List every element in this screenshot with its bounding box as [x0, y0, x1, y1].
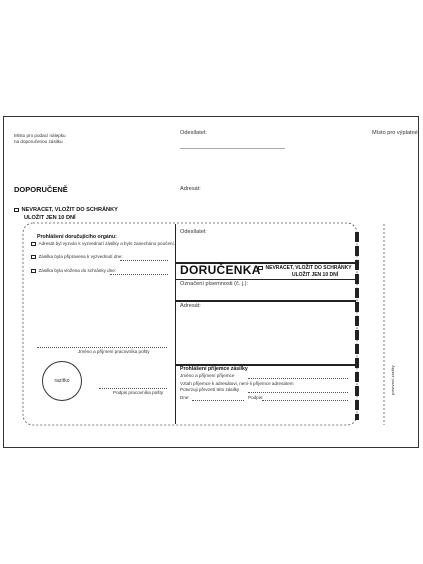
declaration-item-1 — [31, 241, 175, 247]
receipt-sender-label: Odesílatel: — [180, 229, 207, 235]
stamp-circle — [42, 361, 82, 401]
declaration-text-1: Adresát byl vyzván k vyzvednutí zásilky a bylo zanecháno poučení. — [38, 241, 176, 246]
stamp-label: razítko — [54, 378, 70, 384]
postal-signature-line — [99, 388, 167, 389]
relation-line — [248, 392, 348, 393]
declaration-checkbox-2[interactable] — [31, 255, 36, 260]
confirm-text: Potvrzuji převzetí této zásilky — [180, 387, 240, 392]
label-place-text: Místo pro podací nálepku na doporučenou zásilku — [14, 133, 66, 144]
receipt-no-return-text: NEVRACET, VLOŽIT DO SCHRÁNKY — [265, 265, 352, 271]
declaration-checkbox-3[interactable] — [31, 269, 36, 274]
declaration-text-2: Zásilka byla připravena k vyzvednutí dne: — [38, 254, 123, 259]
store-days-text: ULOŽIT JEN 10 DNÍ — [24, 215, 76, 221]
receipt-title: DORUČENKA — [180, 263, 261, 277]
declaration-checkbox-1[interactable] — [31, 242, 36, 247]
recipient-name-line — [248, 378, 348, 379]
receipt-store-days-text: ULOŽIT JEN 10 DNÍ — [292, 272, 339, 278]
postal-signature-caption: Podpis pracovníka pošty — [113, 390, 164, 395]
inserted-date-line — [110, 274, 168, 275]
pickup-text: Vztah příjemce k adresátovi, není-li příjemce adresátem — [180, 381, 294, 386]
receipt-no-return-checkbox[interactable] — [258, 266, 263, 271]
postage-place-label: Místo pro výplatné — [372, 130, 418, 136]
postal-name-caption: Jméno a příjmení pracovníka pošty — [78, 349, 150, 354]
recipient-signature-line — [262, 400, 348, 401]
prepared-date-line — [120, 260, 168, 261]
no-return-text: NEVRACET, VLOŽIT DO SCHRÁNKY — [21, 207, 118, 213]
recipient-title: Prohlášení příjemce zásilky — [180, 366, 248, 372]
declaration-item-2 — [31, 254, 123, 260]
recipient-signature-label: Podpis: — [248, 395, 264, 400]
envelope-sender-label: Odesílatel: — [180, 130, 207, 136]
receipt-no-return-option — [258, 265, 352, 271]
registered-label: DOPORUČENĚ — [14, 185, 68, 194]
strip-side-text: potvrzení zásilky — [390, 365, 395, 395]
receipt-divider — [175, 224, 176, 424]
declaration-text-3: Zásilka byla vložena do schránky dne: — [38, 268, 117, 273]
recipient-date-line — [192, 400, 244, 401]
postal-name-line — [37, 347, 167, 348]
declaration-item-3 — [31, 268, 116, 274]
address-top-rule — [176, 300, 356, 302]
declaration-title: Prohlášení doručujícího orgánu: — [37, 234, 117, 240]
title-bottom-rule — [176, 279, 356, 280]
reference-label: Označení písemnosti (č. j.): — [180, 281, 249, 287]
recipient-name-caption: Jméno a příjmení příjemce — [180, 373, 235, 378]
recipient-date-label: Dne: — [180, 395, 190, 400]
envelope-address-label: Adresát: — [180, 186, 201, 192]
receipt-address-label: Adresát: — [180, 303, 201, 309]
